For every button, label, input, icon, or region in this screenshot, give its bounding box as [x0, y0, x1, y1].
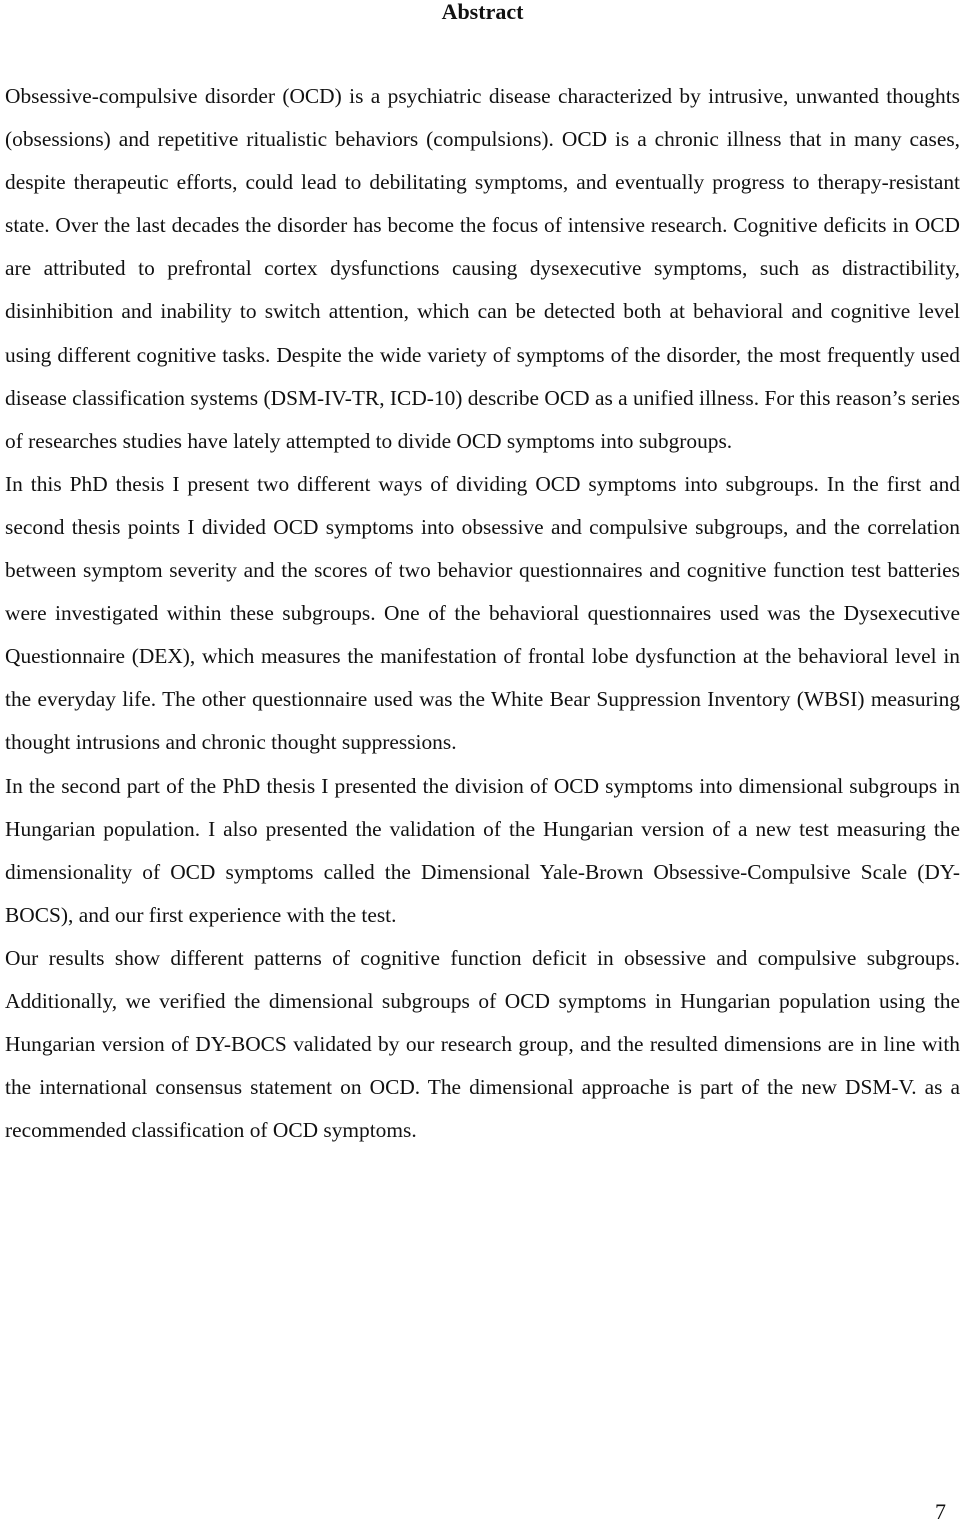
- page-number: 7: [935, 1499, 946, 1524]
- abstract-heading: Abstract: [441, 0, 524, 24]
- paragraph-dimensional-subgroups: In the second part of the PhD thesis I presented the division of OCD symptoms into dimensional subgroups in Hungarian population. I also presented the validation of the Hungarian version of a new test measuring the dimensionality of OCD symptoms called the Dimensional Yale-Brown Obsessive-Compulsive Scale (DY-BOCS), and our first experience with the test.: [5, 773, 960, 927]
- paragraph-thesis-points: In this PhD thesis I present two different ways of dividing OCD symptoms into subgroups. In the first and second thesis points I divided OCD symptoms into obsessive and compulsive subgroups, and the correlation between symptom severity and the scores of two behavior questionnaires and cognitive function test batteries were investigated within these subgroups. One of the behavioral questionnaires used was the Dysexecutive Questionnaire (DEX), which measures the manifestation of frontal lobe dysfunction at the behavioral level in the everyday life. The other questionnaire used was the White Bear Suppression Inventory (WBSI) measuring thought intrusions and chronic thought suppressions.: [5, 471, 960, 755]
- paragraph-results: Our results show different patterns of cognitive function deficit in obsessive and compulsive subgroups. Additionally, we verified the dimensional subgroups of OCD symptoms in Hungarian population using the Hungarian version of DY-BOCS validated by our research group, and the resulted dimensions are in line with the international consensus statement on OCD. The dimensional approache is part of the new DSM-V. as a recommended classification of OCD symptoms.: [5, 945, 960, 1143]
- abstract-body: [5, 75, 960, 1152]
- document-page: [5, 0, 960, 1143]
- paragraph-intro: Obsessive-compulsive disorder (OCD) is a psychiatric disease characterized by intrusive, unwanted thoughts (obsessions) and repetitive ritualistic behaviors (compulsions). OCD is a chronic illness that in many cases, despite therapeutic efforts, could lead to debilitating symptoms, and eventually progress to therapy-resistant state. Over the last decades the disorder has become the focus of intensive research. Cognitive deficits in OCD are attributed to prefrontal cortex dysfunctions causing dysexecutive symptoms, such as distractibility, disinhibition and inability to switch attention, which can be detected both at behavioral and cognitive level using different cognitive tasks. Despite the wide variety of symptoms of the disorder, the most frequently used disease classification systems (DSM-IV-TR, ICD-10) describe OCD as a unified illness. For this reason’s series of researches studies have lately attempted to divide OCD symptoms into subgroups.: [5, 84, 960, 453]
